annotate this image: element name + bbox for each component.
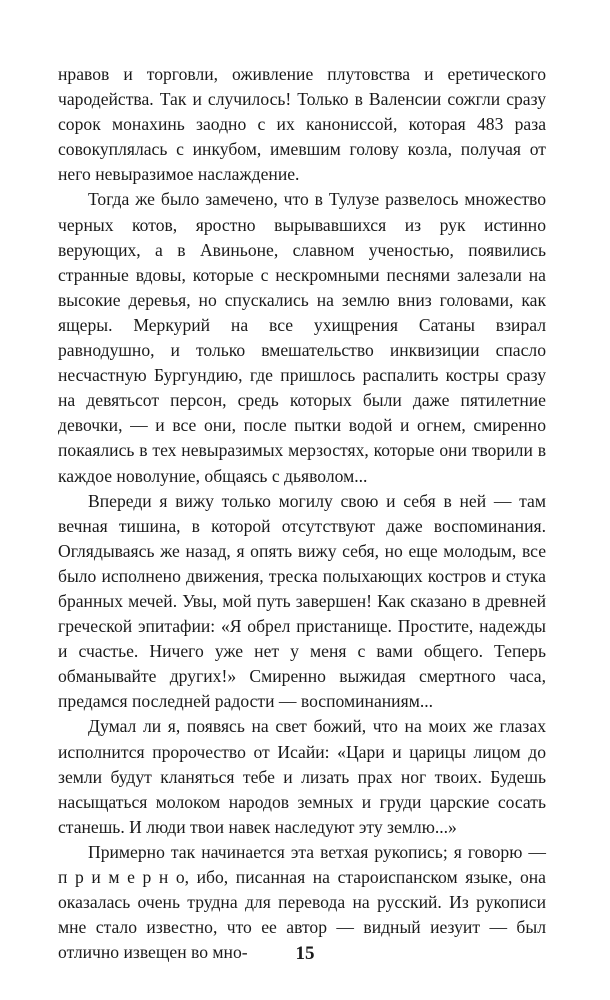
paragraph-4: Думал ли я, появясь на свет божий, что на моих же глазах исполнится пророчество от Исайи: «Цари и царицы лицом до земли будут кланяться тебе и лизать прах ног твоих. Будешь насыщаться молоком народов земных и груди царские сосать станешь. И люди твои навек наследуют эту землю...» [58,716,546,837]
paragraph-2: Тогда же было замечено, что в Тулузе развелось множество черных котов, яростно вырывавшихся из рук истинно верующих, а в Авиньоне, славном ученостью, появились странные вдовы, которые с нескромными песнями залезали на высокие деревья, но спускались на землю вниз головами, как ящеры. Меркурий на все ухищрения Сатаны взирал равнодушно, и только вмешательство инквизиции спасло несчастную Бургундию, где пришлось распалить костры сразу на девятьсот персон, средь которых были даже пятилетние девочки, — и все они, после пытки водой и огнем, смиренно покаялись в тех невыразимых мерзостях, которые они творили в каждое новолуние, общаясь с дьяволом... [58,189,546,486]
paragraph-1: нравов и торговли, оживление плутовства и еретического чародейства. Так и случилось! Только в Валенсии сожгли сразу сорок монахинь заодно с их канониссой, которая 483 раза совокуплялась с инкубом, имевшим голову козла, получая от него невыразимое наслаждение. [58,64,546,185]
paragraph-5: Примерно так начинается эта ветхая рукопись; я говорю — п р и м е р н о, ибо, писанная на староиспанском языке, она оказалась очень трудна для перевода на русский. Из рукописи мне стало известно, что ее автор — видный иезуит — был отлично извещен во мно- [58,841,546,963]
paragraph-3: Впереди я вижу только могилу свою и себя в ней — там вечная тишина, в которой отсутствуют даже воспоминания. Оглядываясь же назад, я опять вижу себя, но еще молодым, все было исполнено движения, треска полыхающих костров и стука бранных мечей. Увы, мой путь завершен! Как сказано в древней греческой эпитафии: «Я обрел пристанище. Простите, надежды и счастье. Ничего уже нет у меня с вами общего. Теперь обманывайте других!» Смиренно выжидая смертного часа, предамся последней радости — воспоминаниям... [58,490,546,712]
page-number: 15 [295,943,315,964]
page-body [58,62,546,965]
